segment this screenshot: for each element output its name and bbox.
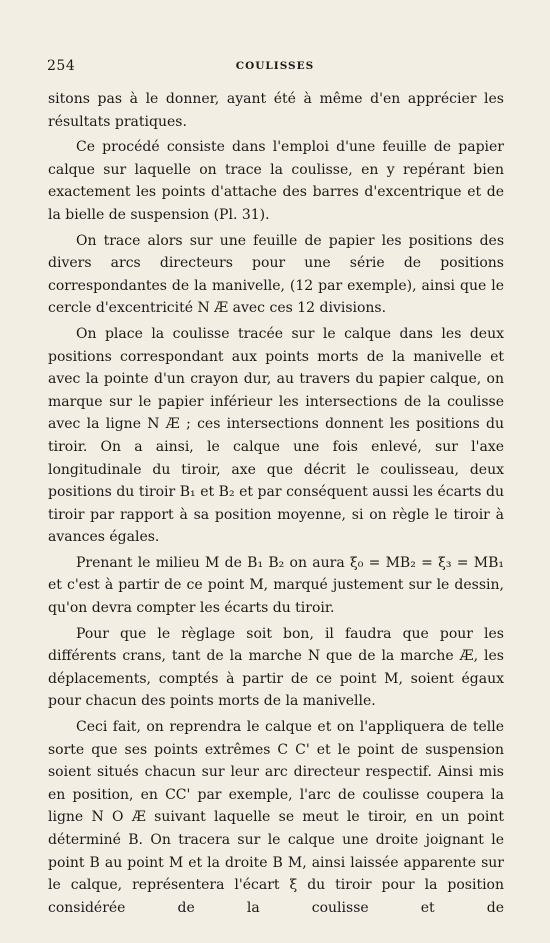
paragraph-5: Prenant le milieu M de B₁ B₂ on aura ξ₀ = MB₂ = ξ₃ = MB₁ et c'est à partir de ce point M, marqué justement sur le dessin, qu'on devra compter les écarts du tiroir. (48, 554, 504, 617)
page-header (47, 58, 503, 78)
running-title: COULISSES (235, 60, 315, 72)
page-number: 254 (47, 58, 76, 74)
paragraph-6: Pour que le règlage soit bon, il faudra que pour les différents crans, tant de la marche N que de la marche Æ, les déplacements, comptés à partir de ce point M, soient égaux pour chacun des points morts de la manivelle. (48, 625, 504, 710)
body-text (48, 88, 504, 922)
paragraph-1: sitons pas à le donner, ayant été à même d'en apprécier les résultats pratiques. (48, 91, 504, 130)
paragraph-3: On trace alors sur une feuille de papier les positions des divers arcs directeurs pour une série de positions correspondantes de la manivelle, (12 par exemple), ainsi que le cercle d'excentricité N Æ avec ces 12 divisions. (48, 232, 504, 317)
paragraph-2: Ce procédé consiste dans l'emploi d'une feuille de papier calque sur laquelle on trace la coulisse, en y repérant bien exactement les points d'attache des barres d'excentrique et de la bielle de suspension (Pl. 31). (48, 139, 504, 223)
paragraph-4: On place la coulisse tracée sur le calque dans les deux positions correspondant aux points morts de la manivelle et avec la pointe d'un crayon dur, au travers du papier calque, on marque sur le papier inférieur les intersections de la coulisse avec la ligne N Æ ; ces intersections donnent les positions du tiroir. On a ainsi, le calque une fois enlevé, sur l'axe longitudinale du tiroir, axe que décrit le coulisseau, deux positions du tiroir B₁ et B₂ et par conséquent aussi les écarts du tiroir par rapport à sa position moyenne, si on règle le tiroir à avances égales. (48, 325, 504, 546)
paragraph-7: Ceci fait, on reprendra le calque et on l'appliquera de telle sorte que ses points extrêmes C C' et le point de suspension soient situés chacun sur leur arc directeur respectif. Ainsi mis en position, en CC' par exemple, l'arc de coulisse coupera la ligne N O Æ suivant laquelle se meut le tiroir, en un point déterminé B. On tracera sur le calque une droite joignant le point B au point M et la droite B M, ainsi laissée apparente sur le calque, représentera l'écart ξ du tiroir pour la position considérée de la coulisse et de (48, 719, 504, 916)
